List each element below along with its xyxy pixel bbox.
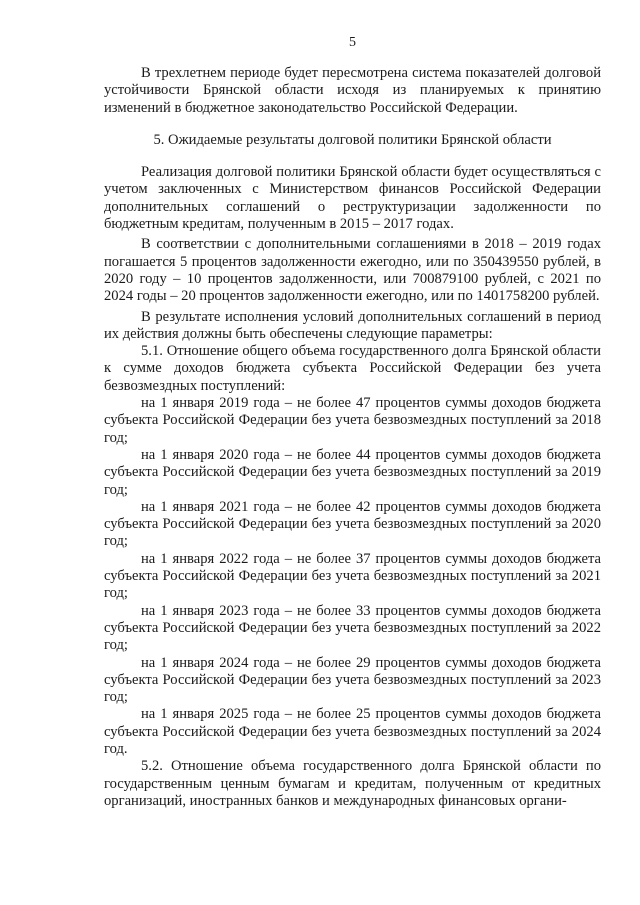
paragraph-revision-note: В трехлетнем периоде будет пересмотрена система показателей долговой устойчивости Брянской области исходя из планируемых к принятию изменений в бюджетное законодательство Российской Федерации. [104, 65, 601, 116]
list-item-2024: на 1 января 2024 года – не более 29 процентов суммы доходов бюджета субъекта Российской Федерации без учета безвозмездных поступлений за 2023 год; [104, 654, 601, 706]
paragraph-item-5-1: 5.1. Отношение общего объема государственного долга Брянской области к сумме доходов бюджета субъекта Российской Федерации без учета безвозмездных поступлений: [104, 343, 601, 394]
paragraph-parameters-intro: В результате исполнения условий дополнительных соглашений в период их действия должны быть обеспечены следующие параметры: [104, 308, 601, 342]
list-item-2020: на 1 января 2020 года – не более 44 процентов суммы доходов бюджета субъекта Российской Федерации без учета безвозмездных поступлений за 2019 год; [104, 446, 601, 498]
list-item-2022: на 1 января 2022 года – не более 37 процентов суммы доходов бюджета субъекта Российской Федерации без учета безвозмездных поступлений за 2021 год; [104, 550, 601, 602]
section-heading: 5. Ожидаемые результаты долговой политики Брянской области [153, 131, 552, 148]
document-body [104, 65, 601, 810]
list-item-2019: на 1 января 2019 года – не более 47 процентов суммы доходов бюджета субъекта Российской Федерации без учета безвозмездных поступлений за 2018 год; [104, 395, 601, 446]
list-item-2023: на 1 января 2023 года – не более 33 процентов суммы доходов бюджета субъекта Российской Федерации без учета безвозмездных поступлений за 2022 год; [104, 602, 601, 654]
list-item-2025: на 1 января 2025 года – не более 25 процентов суммы доходов бюджета субъекта Российской Федерации без учета безвозмездных поступлений за 2024 год. [104, 706, 601, 757]
paragraph-repayment-schedule: В соответствии с дополнительными соглашениями в 2018 – 2019 годах погашается 5 процентов задолженности ежегодно, или по 350439550 рублей, в 2020 году – 10 процентов задолженности, или 700879100 рублей, с 2021 по 2024 годы – 20 процентов задолженности ежегодно, или по 1401758200 рублей. [104, 236, 601, 305]
page-number: 5 [349, 35, 356, 50]
list-item-2021: на 1 января 2021 года – не более 42 процентов суммы доходов бюджета субъекта Российской Федерации без учета безвозмездных поступлений за 2020 год; [104, 498, 601, 550]
paragraph-item-5-2: 5.2. Отношение объема государственного долга Брянской области по государственным ценным бумагам и кредитам, полученным от кредитных организаций, иностранных банков и международных финансовых органи- [104, 758, 601, 809]
paragraph-implementation: Реализация долговой политики Брянской области будет осуществляться с учетом заключенных с Министерством финансов Российской Федерации дополнительных соглашений о реструктуризации задолженности по бюджетным кредитам, полученным в 2015 – 2017 годах. [104, 164, 601, 233]
